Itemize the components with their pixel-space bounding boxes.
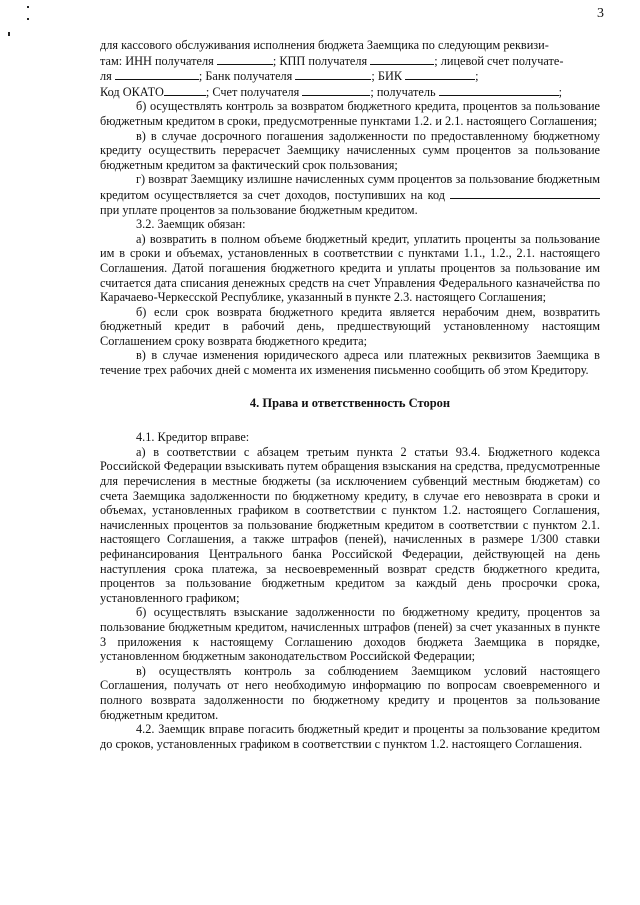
clause-3-2-title: 3.2. Заемщик обязан: — [136, 217, 246, 232]
code-blank — [450, 187, 600, 199]
clause-3-2-v: в) в случае изменения юридического адреса или платежных реквизитов Заемщика в течение трех рабочих дней с момента их изменения письменно сообщить об этом Кредитору. — [100, 348, 600, 378]
clause-3-1-b: б) осуществлять контроль за возвратом бюджетного кредита, процентов за пользование бюджетным кредитом в сроки, предусмотренные пунктами 1.2. и 2.1. настоящего Соглашения; — [100, 99, 600, 128]
recipient-account-blank — [302, 84, 370, 96]
clause-4-1-title: 4.1. Кредитор вправе: — [136, 430, 250, 445]
kpp-blank — [370, 53, 434, 65]
document-body — [100, 38, 600, 751]
clause-3-1-v: в) в случае досрочного погашения задолженности по предоставленному бюджетному кредиту осуществить перерасчет Заемщику начисленных сумм процентов за пользование бюджетным кредитом за фактический срок пользования; — [100, 128, 600, 172]
requisites-row-2: ля ; Банк получателя ; БИК ; — [100, 69, 479, 84]
scan-mark-mid — [27, 18, 29, 20]
section-4-heading: 4. Права и ответственность Сторон — [249, 395, 451, 410]
clause-4-2: 4.2. Заемщик вправе погасить бюджетный кредит и проценты за пользование кредитом до сроков, установленных графиком в соответствии с пунктом 1.2. настоящего Соглашения. — [100, 722, 600, 751]
recipient-blank — [439, 84, 559, 96]
clause-3-2-b: б) если срок возврата бюджетного кредита является нерабочим днем, возвратить бюджетный кредит в рабочий день, предшествующий установленному настоящим Соглашением сроку возврата бюджетного кредита; — [100, 304, 600, 348]
clause-3-2-a: а) возвратить в полном объеме бюджетный кредит, уплатить проценты за пользование им в сроки и объемах, установленных в соответствии с пунктами 1.1., 1.2., 2.1. настоящего Соглашения. Датой погашения бюджетного кредита и уплаты процентов за пользование им считается дата списания денежных средств на счет Управления Федерального казначейства по Карачаево-Черкесской Республике, указанный в пункте 2.3. настоящего Соглашения; — [100, 231, 600, 305]
clause-4-1-a: а) в соответствии с абзацем третьим пункта 2 статьи 93.4. Бюджетного кодекса Российской Федерации взыскивать путем обращения взыскания на средства, предусмотренные для перечисления в местные бюджеты (за исключением субвенций местным бюджетам) со счета Заемщика задолженности по бюджетному кредиту, в случае его невозврата в сроки и объемах, установленных графиком в соответствии с пунктом 1.2. настоящего Соглашения, начисленных процентов за пользование бюджетным кредитом в соответствии с пунктом 2.1. настоящего Соглашения, а также штрафов (пеней), начисленных в размере 1/300 ставки рефинансирования Центрального банка Российской Федерации, действующей на день наступления срока платежа, за несвоевременный возврат средств бюджетного кредита, процентов за пользование бюджетным кредитом за каждый день просрочки срока, установленного графиком; — [100, 444, 600, 605]
requisites-row-1: там: ИНН получателя ; КПП получателя ; лицевой счет получате- — [100, 53, 564, 68]
page-number: 3 — [597, 6, 604, 21]
bank-blank — [295, 68, 371, 80]
account-blank — [115, 68, 199, 80]
clause-3-1-g: г) возврат Заемщику излишне начисленных сумм процентов за пользование бюджетным кредитом осуществляется за счет доходов, поступивших на код при уплате процентов за пользование бюджетным кредитом. — [100, 172, 600, 217]
clause-4-1-b: б) осуществлять взыскание задолженности по бюджетному кредиту, процентов за пользование бюджетным кредитом, начисленных штрафов (пеней) за счет указанных в пункте 3 приложения к настоящему Соглашению доходов бюджета Заемщика в порядке, установленном бюджетным законодательством Российской Федерации; — [100, 605, 600, 664]
clause-4-1-v: в) осуществлять контроль за соблюдением Заемщиком условий настоящего Соглашения, получать от него необходимую информацию по вопросам своевременного и полного возврата задолженности по бюджетному кредиту и процентов за пользование бюджетным кредитом. — [100, 663, 600, 722]
inn-blank — [217, 53, 273, 65]
scan-mark-left — [8, 32, 10, 36]
requisites-row-3: Код ОКАТО ; Счет получателя ; получатель ; — [100, 84, 563, 99]
bik-blank — [405, 68, 475, 80]
okato-blank — [164, 84, 206, 96]
scan-mark-top — [27, 6, 29, 8]
requisites-intro: для кассового обслуживания исполнения бюджета Заемщика по следующим реквизи- — [100, 38, 549, 52]
